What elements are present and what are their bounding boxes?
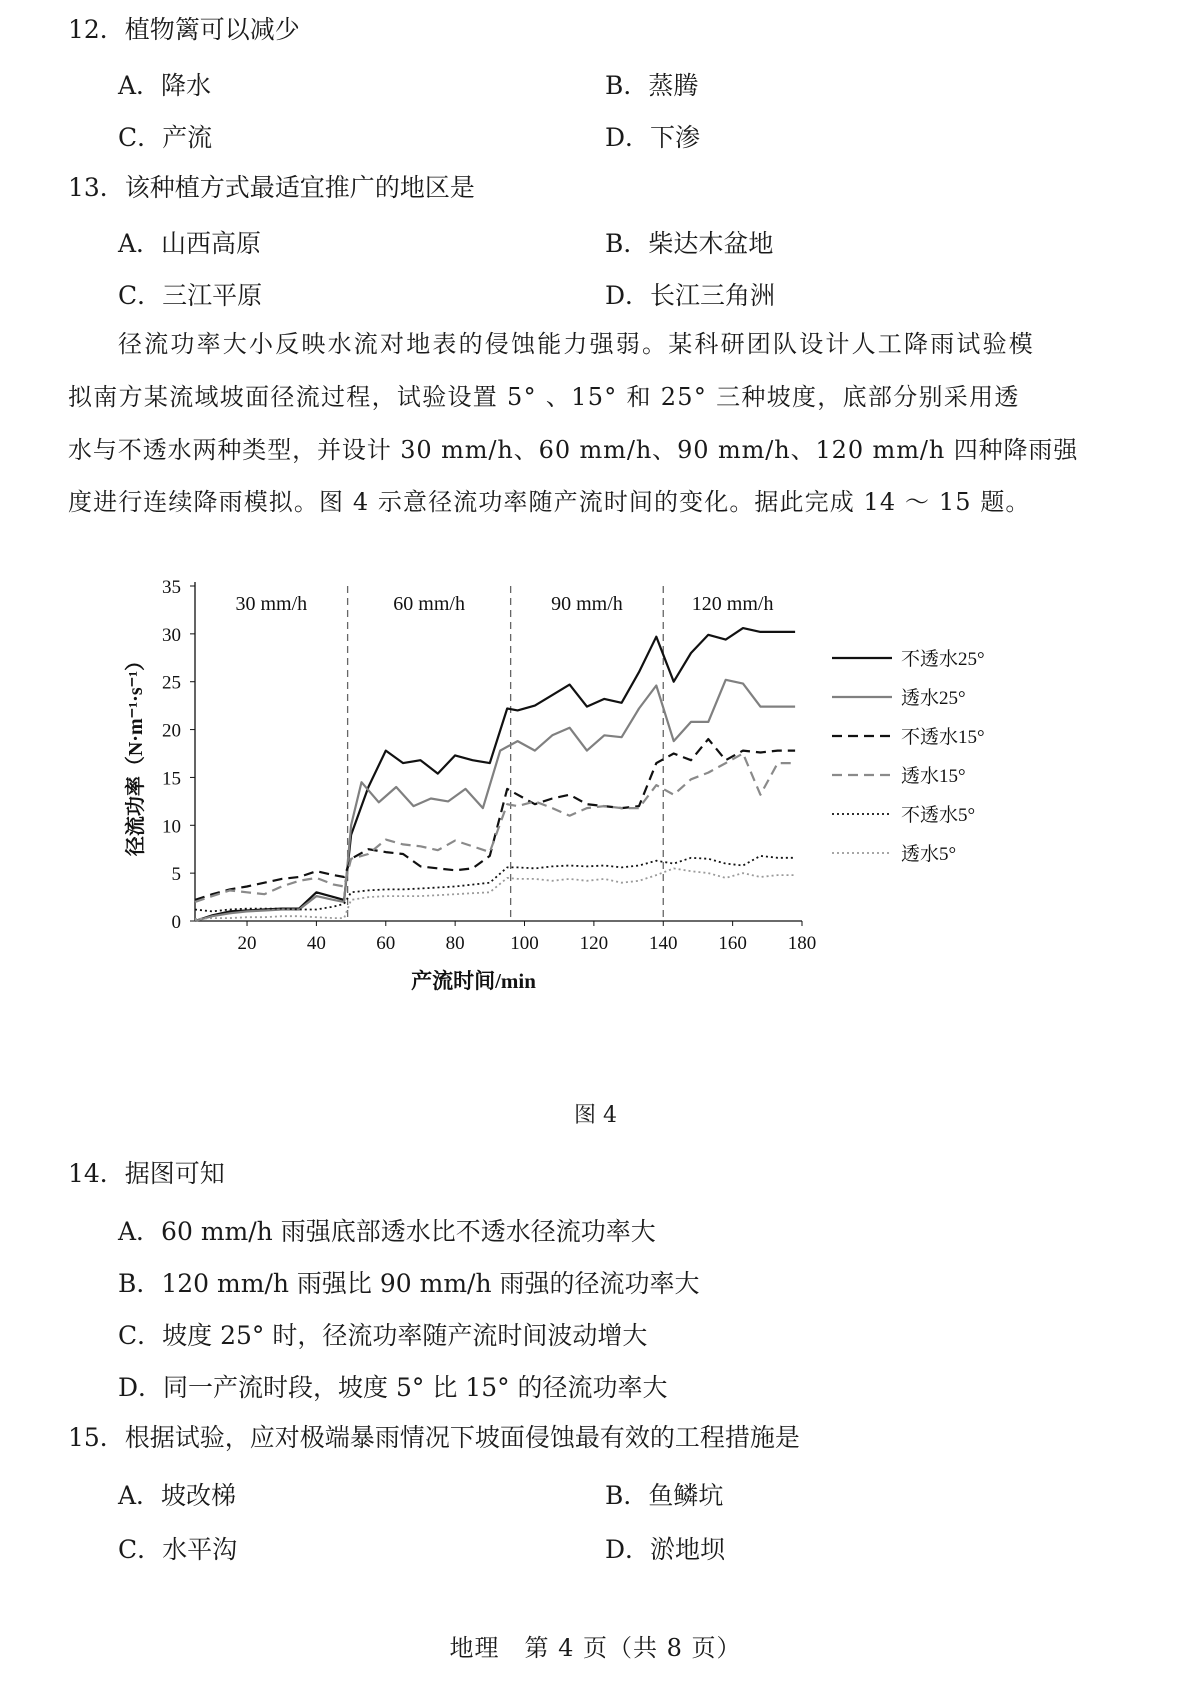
q12-option-a[interactable]: A．降水 <box>118 71 212 100</box>
x-tick-label: 40 <box>306 933 326 954</box>
x-tick-label: 180 <box>787 933 817 954</box>
y-tick-label: 5 <box>171 864 181 886</box>
page-footer: 地理 第 4 页（共 8 页） <box>449 1634 742 1662</box>
q15-stem: 15．根据试验，应对极端暴雨情况下坡面侵蚀最有效的工程措施是 <box>68 1423 800 1452</box>
legend-label: 不透水25° <box>901 649 985 670</box>
x-axis-title: 产流时间/min <box>411 969 536 993</box>
y-tick-label: 10 <box>162 816 181 838</box>
q12-option-b[interactable]: B．蒸腾 <box>605 71 699 100</box>
y-axis-title: 径流功率（N·m⁻¹·s⁻¹） <box>125 650 147 857</box>
series-line <box>195 856 795 912</box>
q12-stem: 12．植物篱可以减少 <box>68 15 300 44</box>
q15-option-b[interactable]: B．鱼鳞坑 <box>605 1481 724 1510</box>
figure-caption: 图 4 <box>574 1103 617 1128</box>
y-tick-label: 0 <box>171 912 181 933</box>
y-tick-label: 30 <box>162 624 181 646</box>
legend-label: 不透水15° <box>901 727 985 748</box>
rain-phase-label: 120 mm/h <box>691 593 774 615</box>
q15-option-a[interactable]: A．坡改梯 <box>118 1481 237 1510</box>
rain-phase-label: 60 mm/h <box>393 593 465 615</box>
q14-stem: 14．据图可知 <box>68 1159 225 1188</box>
series-line <box>195 739 795 900</box>
passage-line-4: 度进行连续降雨模拟。图 4 示意径流功率随产流时间的变化。据此完成 14 ～ 15 题。 <box>68 488 1031 516</box>
q13-option-c[interactable]: C．三江平原 <box>118 281 263 310</box>
y-tick-label: 20 <box>162 720 181 742</box>
series-line <box>195 868 795 919</box>
q12-option-d[interactable]: D．下渗 <box>605 123 701 152</box>
x-tick-label: 100 <box>510 933 539 954</box>
x-tick-label: 80 <box>445 933 465 954</box>
q14-option-b[interactable]: B．120 mm/h 雨强比 90 mm/h 雨强的径流功率大 <box>118 1269 700 1298</box>
x-tick-label: 140 <box>649 933 678 954</box>
x-tick-label: 20 <box>237 933 257 954</box>
passage-line-2: 拟南方某流域坡面径流过程，试验设置 5° 、15° 和 25° 三种坡度，底部分别采用透 <box>68 383 1020 411</box>
q14-option-a[interactable]: A．60 mm/h 雨强底部透水比不透水径流功率大 <box>118 1217 656 1246</box>
series-line <box>195 754 795 902</box>
y-tick-label: 15 <box>162 768 181 790</box>
q14-option-d[interactable]: D．同一产流时段，坡度 5° 比 15° 的径流功率大 <box>118 1373 668 1402</box>
legend-label: 透水15° <box>901 766 966 787</box>
q13-option-a[interactable]: A．山西高原 <box>118 229 262 258</box>
q13-option-d[interactable]: D．长江三角洲 <box>605 281 776 310</box>
rain-phase-label: 30 mm/h <box>235 593 308 615</box>
rain-phase-label: 90 mm/h <box>551 593 623 615</box>
x-tick-label: 60 <box>376 933 396 954</box>
y-tick-label: 35 <box>162 580 181 598</box>
q13-stem: 13．该种植方式最适宜推广的地区是 <box>68 173 475 202</box>
legend-label: 不透水5° <box>901 805 976 826</box>
y-tick-label: 25 <box>162 672 181 694</box>
q14-option-c[interactable]: C．坡度 25° 时，径流功率随产流时间波动增大 <box>118 1321 648 1350</box>
runoff-power-chart <box>120 580 1020 1080</box>
x-tick-label: 120 <box>579 933 609 954</box>
legend-label: 透水5° <box>901 844 957 865</box>
series-line <box>195 680 795 921</box>
q12-option-c[interactable]: C．产流 <box>118 123 213 152</box>
x-tick-label: 160 <box>718 933 747 954</box>
passage-line-1: 径流功率大小反映水流对地表的侵蚀能力强弱。某科研团队设计人工降雨试验模 <box>118 330 1035 358</box>
q15-option-d[interactable]: D．淤地坝 <box>605 1535 726 1564</box>
passage-line-3: 水与不透水两种类型，并设计 30 mm/h、60 mm/h、90 mm/h、120 mm/h 四种降雨强 <box>68 436 1079 464</box>
q13-option-b[interactable]: B．柴达木盆地 <box>605 229 774 258</box>
q15-option-c[interactable]: C．水平沟 <box>118 1535 238 1564</box>
legend-label: 透水25° <box>901 688 966 709</box>
